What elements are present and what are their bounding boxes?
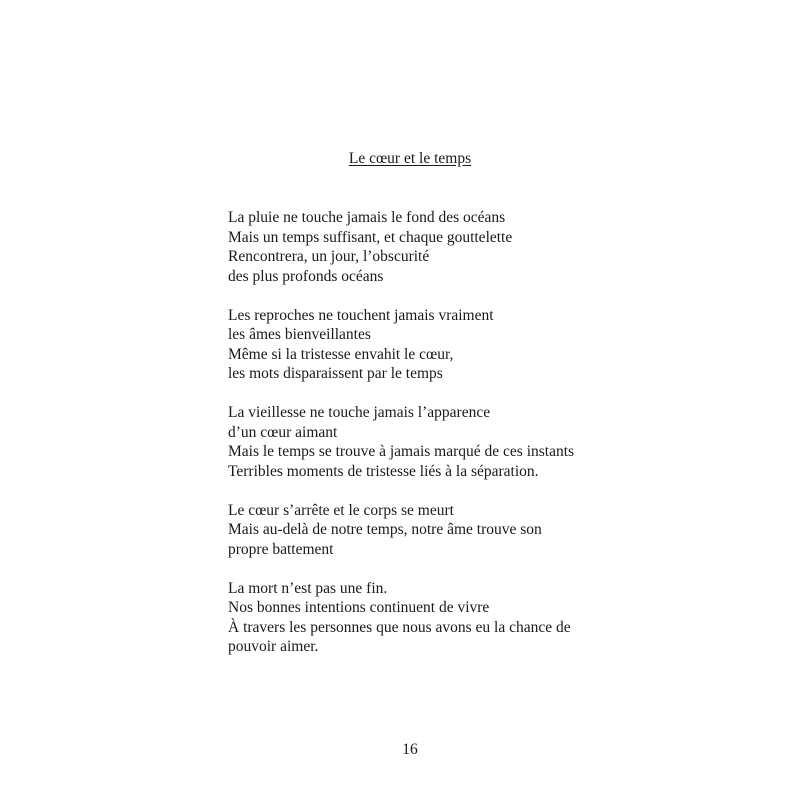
poem-line: Mais au-delà de notre temps, notre âme trouve son <box>228 521 542 538</box>
poem-line: les mots disparaissent par le temps <box>228 365 443 382</box>
poem-line: d’un cœur aimant <box>228 423 338 441</box>
poem-line: À travers les personnes que nous avons eu la chance de <box>228 618 571 636</box>
poem-line: Mais un temps suffisant, et chaque gouttelette <box>228 228 513 246</box>
poem-line: Mais le temps se trouve à jamais marqué de ces instants <box>228 443 575 460</box>
poem-title: Le cœur et le temps <box>348 150 472 167</box>
stanza <box>228 501 768 560</box>
stanza <box>228 403 768 481</box>
poem-body <box>228 208 768 676</box>
poem-line: La vieillesse ne touche jamais l’apparence <box>228 404 491 421</box>
stanza <box>228 208 768 286</box>
poem-line: les âmes bienveillantes <box>228 326 371 343</box>
poem-line: Terribles moments de tristesse liés à la séparation. <box>228 462 539 480</box>
poem-line: Le cœur s’arrête et le corps se meurt <box>228 501 454 519</box>
stanza <box>228 579 768 657</box>
poem-line: Les reproches ne touchent jamais vraiment <box>228 306 494 324</box>
poem-line: La mort n’est pas une fin. <box>228 579 388 597</box>
poem-line: La pluie ne touche jamais le fond des océans <box>228 209 506 226</box>
page-number: 16 <box>402 741 418 758</box>
poem-line: Nos bonnes intentions continuent de vivre <box>228 599 490 616</box>
stanza <box>228 306 768 384</box>
poem-line: Même si la tristesse envahit le cœur, <box>228 345 454 363</box>
poem-line: des plus profonds océans <box>228 267 384 285</box>
poem-line: propre battement <box>228 540 334 558</box>
poem-line: Rencontrera, un jour, l’obscurité <box>228 248 430 265</box>
poem-line: pouvoir aimer. <box>228 638 319 655</box>
